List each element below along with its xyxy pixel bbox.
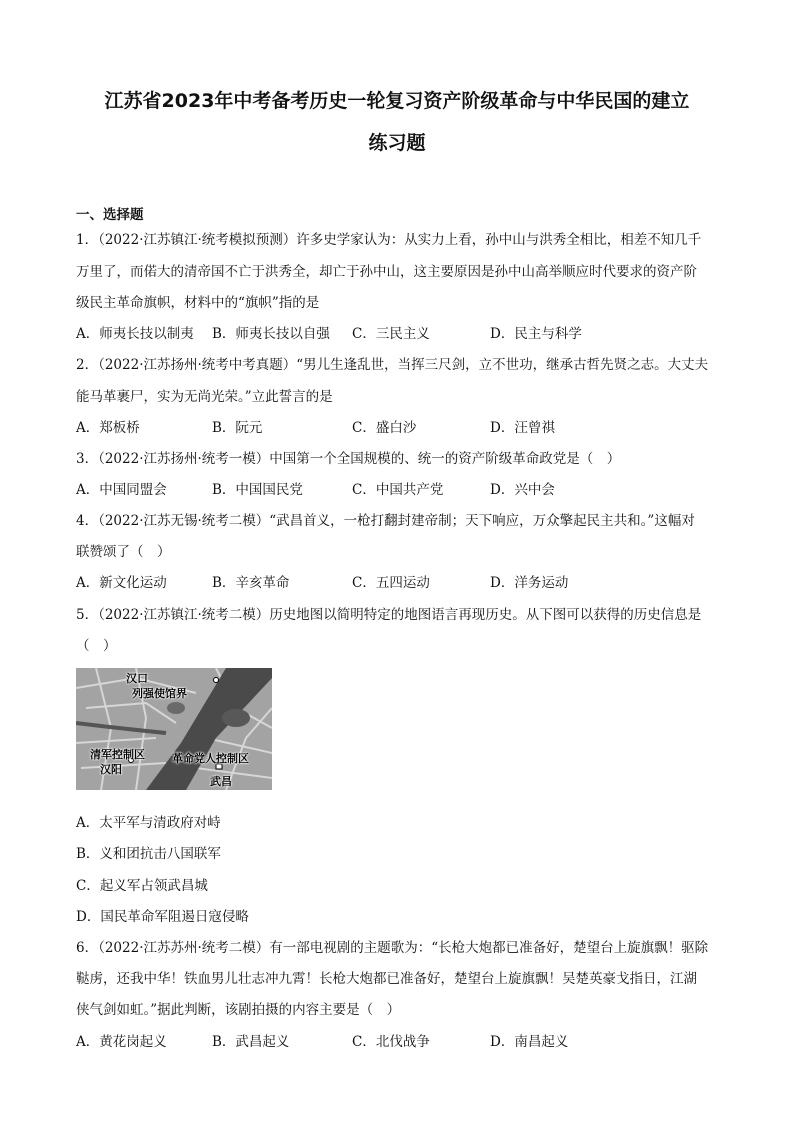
map-label-hankou: 汉口 xyxy=(126,672,148,685)
question-text: 4．（2022·江苏无锡·统考二模）“武昌首义，一枪打翻封建帝制；天下响应，万众擎起民主共和。”这幅对 xyxy=(76,513,695,529)
option-a[interactable]: A．中国同盟会 xyxy=(76,482,167,498)
question-text: 6．（2022·江苏苏州·统考二模）有一部电视剧的主题歌为：“长枪大炮都已准备好，楚望台上旋旗飘！驱除 xyxy=(76,940,709,956)
option-d[interactable]: D．兴中会 xyxy=(490,482,555,498)
option-d[interactable]: D．南昌起义 xyxy=(490,1034,569,1050)
option-d[interactable]: D．汪曾祺 xyxy=(490,420,555,436)
option-b[interactable]: B．辛亥革命 xyxy=(212,575,290,591)
question-text: 万里了，而偌大的清帝国不亡于洪秀全，却亡于孙中山，这主要原因是孙中山高举顺应时代要求的资产阶 xyxy=(76,264,697,280)
question-text: 鞑虏，还我中华！铁血男儿壮志冲九霄！长枪大炮都已准备好，楚望台上旋旗飘！吴楚英豪戈指日，江湖 xyxy=(76,971,697,987)
question-text: 1．（2022·江苏镇江·统考模拟预测）许多史学家认为：从实力上看，孙中山与洪秀全相比，相差不知几千 xyxy=(76,232,702,248)
map-label-wuchang: 武昌 xyxy=(210,775,232,788)
map-label-hanyang: 汉阳 xyxy=(100,763,122,776)
question-text: 侠气剑如虹。”据此判断，该剧拍摄的内容主要是（ ） xyxy=(76,1002,401,1018)
question-text: 5．（2022·江苏镇江·统考二模）历史地图以简明特定的地图语言再现历史。从下图可以获得的历史信息是 xyxy=(76,607,702,623)
question-text: 3．（2022·江苏扬州·统考一模）中国第一个全国规模的、统一的资产阶级革命政党是（ ） xyxy=(76,451,621,467)
option-d[interactable]: D．民主与科学 xyxy=(490,326,582,342)
question-text: 能马革裹尸，实为无尚光荣。”立此誓言的是 xyxy=(76,389,333,405)
map-label-revolutionary-zone: 革命党人控制区 xyxy=(172,752,249,765)
option-c[interactable]: C．中国共产党 xyxy=(352,482,444,498)
map-label-qing-zone: 清军控制区 xyxy=(90,748,145,761)
option-b[interactable]: B．义和团抗击八国联军 xyxy=(76,846,221,862)
question-text: 2．（2022·江苏扬州·统考中考真题）“男儿生逢乱世，当挥三尺剑，立不世功，继承古哲先贤之志。大丈夫 xyxy=(76,357,709,373)
option-c[interactable]: C．起义军占领武昌城 xyxy=(76,878,208,894)
option-a[interactable]: A．太平军与清政府对峙 xyxy=(76,815,221,831)
option-c[interactable]: C．北伐战争 xyxy=(352,1034,430,1050)
option-c[interactable]: C．盛白沙 xyxy=(352,420,417,436)
question-text: （ ） xyxy=(76,638,117,654)
option-b[interactable]: B．武昌起义 xyxy=(212,1034,290,1050)
map-label-concessions: 列强使馆界 xyxy=(132,687,187,700)
option-b[interactable]: B．中国国民党 xyxy=(212,482,303,498)
option-a[interactable]: A．郑板桥 xyxy=(76,420,140,436)
option-b[interactable]: B．阮元 xyxy=(212,420,263,436)
option-b[interactable]: B．师夷长技以自强 xyxy=(212,326,330,342)
option-c[interactable]: C．五四运动 xyxy=(352,575,430,591)
page-subtitle: 练习题 xyxy=(368,132,426,154)
option-a[interactable]: A．师夷长技以制夷 xyxy=(76,326,194,342)
option-d[interactable]: D．洋务运动 xyxy=(490,575,569,591)
option-a[interactable]: A．黄花岗起义 xyxy=(76,1034,167,1050)
historical-map xyxy=(76,668,272,790)
option-c[interactable]: C．三民主义 xyxy=(352,326,430,342)
question-text: 级民主革命旗帜，材料中的“旗帜”指的是 xyxy=(76,295,320,311)
page-title: 江苏省2023年中考备考历史一轮复习资产阶级革命与中华民国的建立 xyxy=(104,90,690,112)
question-text: 联赞颂了（ ） xyxy=(76,544,171,560)
section-heading: 一、选择题 xyxy=(76,207,144,223)
option-a[interactable]: A．新文化运动 xyxy=(76,575,167,591)
option-d[interactable]: D．国民革命军阻遏日寇侵略 xyxy=(76,909,249,925)
